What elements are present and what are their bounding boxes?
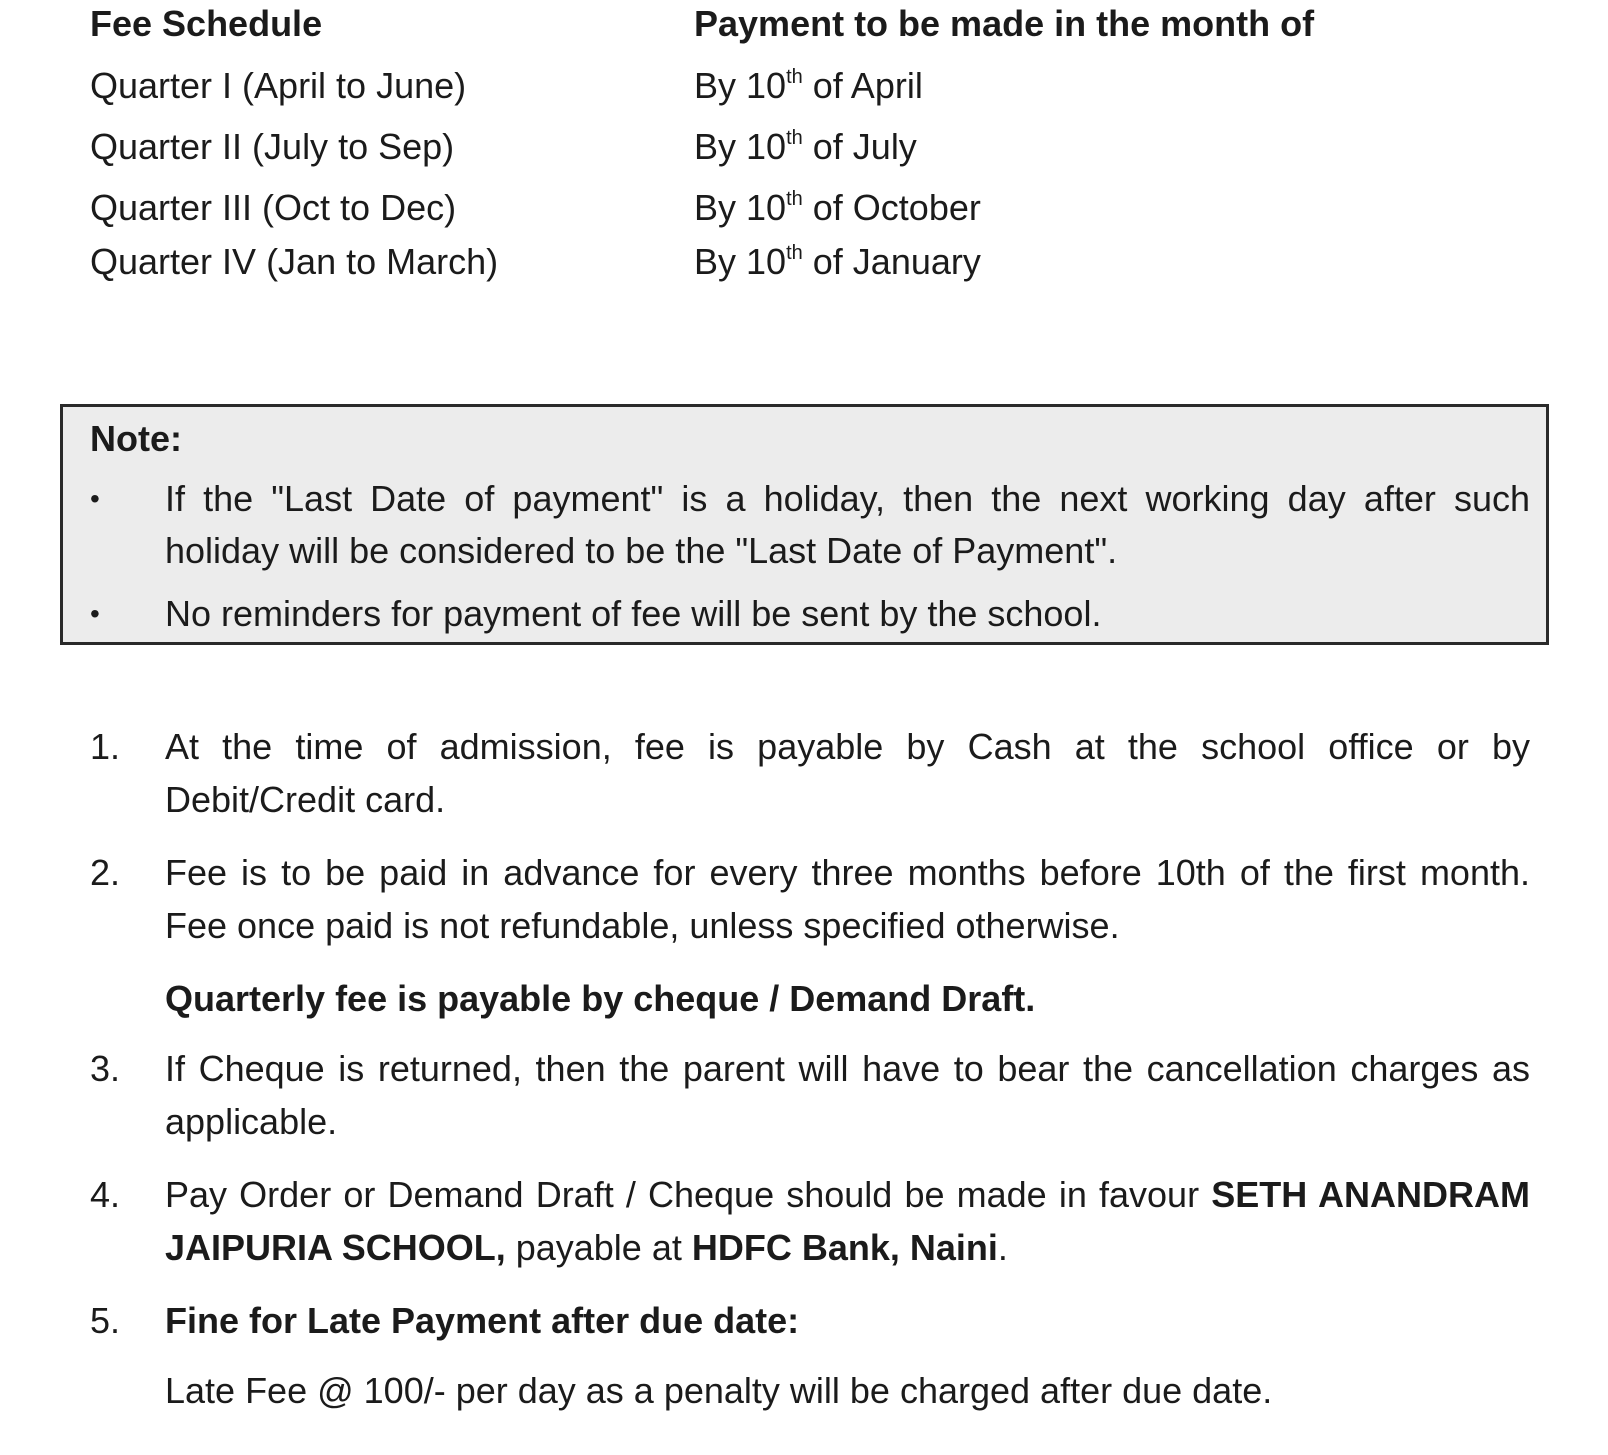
text-segment: payable at	[505, 1227, 692, 1268]
list-item-text: Fee is to be paid in advance for every three months before 10th of the first month. Fee once paid is not refundable, unless specified otherwise.	[165, 852, 1530, 946]
list-item-number: 5.	[90, 1300, 121, 1341]
late-fine-heading: Fine for Late Payment after due date:	[165, 1300, 800, 1341]
schedule-quarter: Quarter I (April to June)	[90, 65, 467, 106]
due-sup: th	[786, 188, 803, 210]
schedule-due	[694, 242, 1490, 282]
schedule-due	[694, 188, 1490, 228]
list-item-text	[165, 1294, 1530, 1347]
list-item-number: 1.	[90, 726, 121, 767]
due-month: of April	[812, 65, 923, 106]
payee-name: SETH ANANDRAM JAIPURIA SCHOOL,	[165, 1174, 1530, 1268]
schedule-due	[694, 66, 1490, 106]
list-item	[90, 1042, 1530, 1168]
list-item-text	[165, 1168, 1530, 1274]
list-item	[90, 1294, 1530, 1364]
bullet-icon: •	[90, 598, 100, 629]
due-month: of October	[812, 187, 981, 228]
schedule-header-row	[90, 4, 1490, 56]
list-item-text: At the time of admission, fee is payable by Cash at the school office or by Debit/Credit card.	[165, 726, 1530, 820]
due-by: By 10	[694, 126, 787, 167]
due-by: By 10	[694, 241, 787, 282]
due-sup: th	[786, 242, 803, 264]
note-bullet-item	[90, 473, 1530, 577]
late-fee-text: Late Fee @ 100/- per day as a penalty will be charged after due date.	[165, 1370, 1273, 1411]
list-item	[90, 1168, 1530, 1294]
schedule-header-fee: Fee Schedule	[90, 3, 323, 44]
due-by: By 10	[694, 65, 787, 106]
schedule-row	[90, 127, 1490, 188]
list-item-text: If Cheque is returned, then the parent will have to bear the cancellation charges as applicable.	[165, 1048, 1530, 1142]
schedule-row	[90, 188, 1490, 242]
list-item-number: 2.	[90, 852, 121, 893]
schedule-row	[90, 242, 1490, 296]
bank-name: HDFC Bank, Naini	[691, 1227, 998, 1268]
note-bullet-text: If the "Last Date of payment" is a holiday, then the next working day after such holiday will be considered to be the "Last Date of Payment".	[165, 478, 1530, 571]
schedule-quarter: Quarter II (July to Sep)	[90, 126, 455, 167]
schedule-due	[694, 127, 1490, 167]
due-sup: th	[786, 127, 803, 149]
note-bullet-text: No reminders for payment of fee will be sent by the school.	[165, 593, 1102, 634]
schedule-header-payment: Payment to be made in the month of	[694, 3, 1315, 44]
due-by: By 10	[694, 187, 787, 228]
bullet-icon: •	[90, 483, 100, 514]
list-item-number: 3.	[90, 1048, 121, 1089]
note-box	[60, 404, 1549, 645]
text-segment: Pay Order or Demand Draft / Cheque should be made in favour	[165, 1174, 1212, 1215]
quarterly-payment-note: Quarterly fee is payable by cheque / Demand Draft.	[165, 978, 1036, 1019]
schedule-quarter: Quarter IV (Jan to March)	[90, 241, 499, 282]
due-month: of January	[812, 241, 981, 282]
due-month: of July	[812, 126, 917, 167]
fee-schedule-table	[90, 4, 1490, 296]
list-item-number: 4.	[90, 1174, 121, 1215]
schedule-quarter: Quarter III (Oct to Dec)	[90, 187, 457, 228]
due-sup: th	[786, 66, 803, 88]
note-bullet-item	[90, 588, 1530, 640]
schedule-row	[90, 66, 1490, 127]
fee-rules-list	[90, 720, 1530, 1417]
text-segment: .	[997, 1227, 1008, 1268]
list-item	[90, 720, 1530, 846]
note-title: Note:	[90, 418, 182, 459]
list-item	[90, 846, 1530, 972]
